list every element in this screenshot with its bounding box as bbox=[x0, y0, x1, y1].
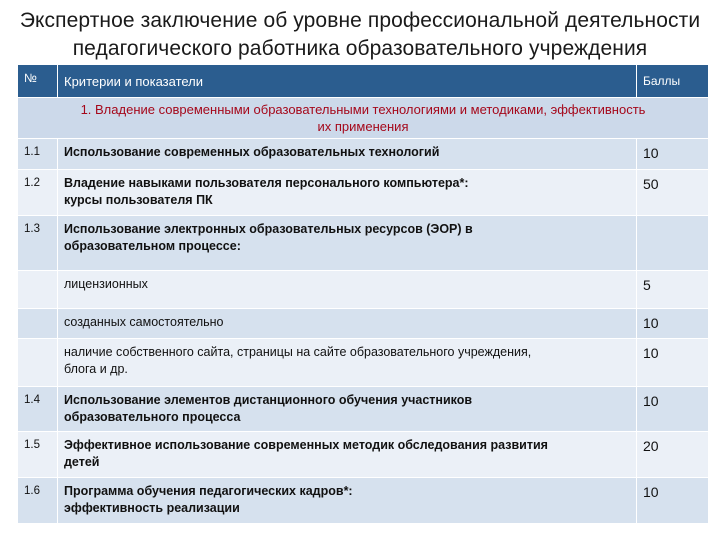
row-criterion bbox=[58, 216, 637, 271]
row-criterion-line-2: образовательном процессе: bbox=[64, 239, 241, 253]
header-criteria: Критерии и показатели bbox=[58, 65, 637, 98]
row-num: 1.5 bbox=[18, 432, 58, 478]
table-row bbox=[18, 309, 709, 339]
row-criterion-line-1: Использование современных образовательных технологий bbox=[64, 145, 440, 159]
title-line-1: Экспертное заключение об уровне профессиональной деятельности bbox=[19, 9, 701, 32]
table-row bbox=[18, 271, 709, 309]
row-num bbox=[18, 309, 58, 339]
table-row bbox=[18, 216, 709, 271]
table-header-row bbox=[18, 65, 709, 98]
table-row bbox=[18, 170, 709, 216]
row-criterion-line-1: созданных самостоятельно bbox=[64, 315, 224, 329]
row-score bbox=[637, 216, 709, 271]
row-criterion bbox=[58, 271, 637, 309]
row-num bbox=[18, 339, 58, 387]
row-criterion bbox=[58, 339, 637, 387]
row-criterion-line-1: Программа обучения педагогических кадров*: bbox=[64, 484, 353, 498]
row-score: 10 bbox=[637, 339, 709, 387]
row-criterion-line-2: эффективность реализации bbox=[64, 501, 240, 515]
row-num: 1.1 bbox=[18, 139, 58, 170]
title-line-2: педагогического работника образовательного учреждения bbox=[72, 37, 648, 60]
section-title-line-1: 1. Владение современными образовательными технологиями и методиками, эффективность bbox=[80, 102, 646, 117]
row-num: 1.4 bbox=[18, 387, 58, 432]
row-num: 1.2 bbox=[18, 170, 58, 216]
row-score: 10 bbox=[637, 387, 709, 432]
row-criterion-line-2: детей bbox=[64, 455, 100, 469]
header-num: № bbox=[18, 65, 58, 98]
table-row bbox=[18, 387, 709, 432]
row-criterion-line-1: Использование электронных образовательных ресурсов (ЭОР) в bbox=[64, 222, 473, 236]
table-row bbox=[18, 339, 709, 387]
row-criterion bbox=[58, 139, 637, 170]
row-criterion-line-2: блога и др. bbox=[64, 362, 128, 376]
row-score: 5 bbox=[637, 271, 709, 309]
row-criterion-line-1: Использование элементов дистанционного обучения участников bbox=[64, 393, 473, 407]
section-title bbox=[18, 98, 709, 139]
row-criterion bbox=[58, 170, 637, 216]
row-criterion-line-2: образовательного процесса bbox=[64, 410, 241, 424]
row-criterion bbox=[58, 387, 637, 432]
row-score: 50 bbox=[637, 170, 709, 216]
table-row bbox=[18, 478, 709, 524]
table-row bbox=[18, 432, 709, 478]
row-criterion bbox=[58, 478, 637, 524]
row-criterion bbox=[58, 432, 637, 478]
row-criterion bbox=[58, 309, 637, 339]
row-num bbox=[18, 271, 58, 309]
section-title-line-2: их применения bbox=[317, 119, 409, 134]
section-row bbox=[18, 98, 709, 139]
row-criterion-line-1: лицензионных bbox=[64, 277, 148, 291]
row-criterion-line-1: наличие собственного сайта, страницы на сайте образовательного учреждения, bbox=[64, 345, 532, 359]
table-row bbox=[18, 139, 709, 170]
header-score: Баллы bbox=[637, 65, 709, 98]
page-title bbox=[0, 0, 720, 63]
row-num: 1.6 bbox=[18, 478, 58, 524]
criteria-table bbox=[17, 64, 709, 524]
row-criterion-line-1: Владение навыками пользователя персонального компьютера*: bbox=[64, 176, 469, 190]
row-criterion-line-2: курсы пользователя ПК bbox=[64, 193, 213, 207]
row-score: 10 bbox=[637, 309, 709, 339]
row-score: 20 bbox=[637, 432, 709, 478]
row-criterion-line-1: Эффективное использование современных методик обследования развития bbox=[64, 438, 548, 452]
row-score: 10 bbox=[637, 478, 709, 524]
row-num: 1.3 bbox=[18, 216, 58, 271]
row-score: 10 bbox=[637, 139, 709, 170]
